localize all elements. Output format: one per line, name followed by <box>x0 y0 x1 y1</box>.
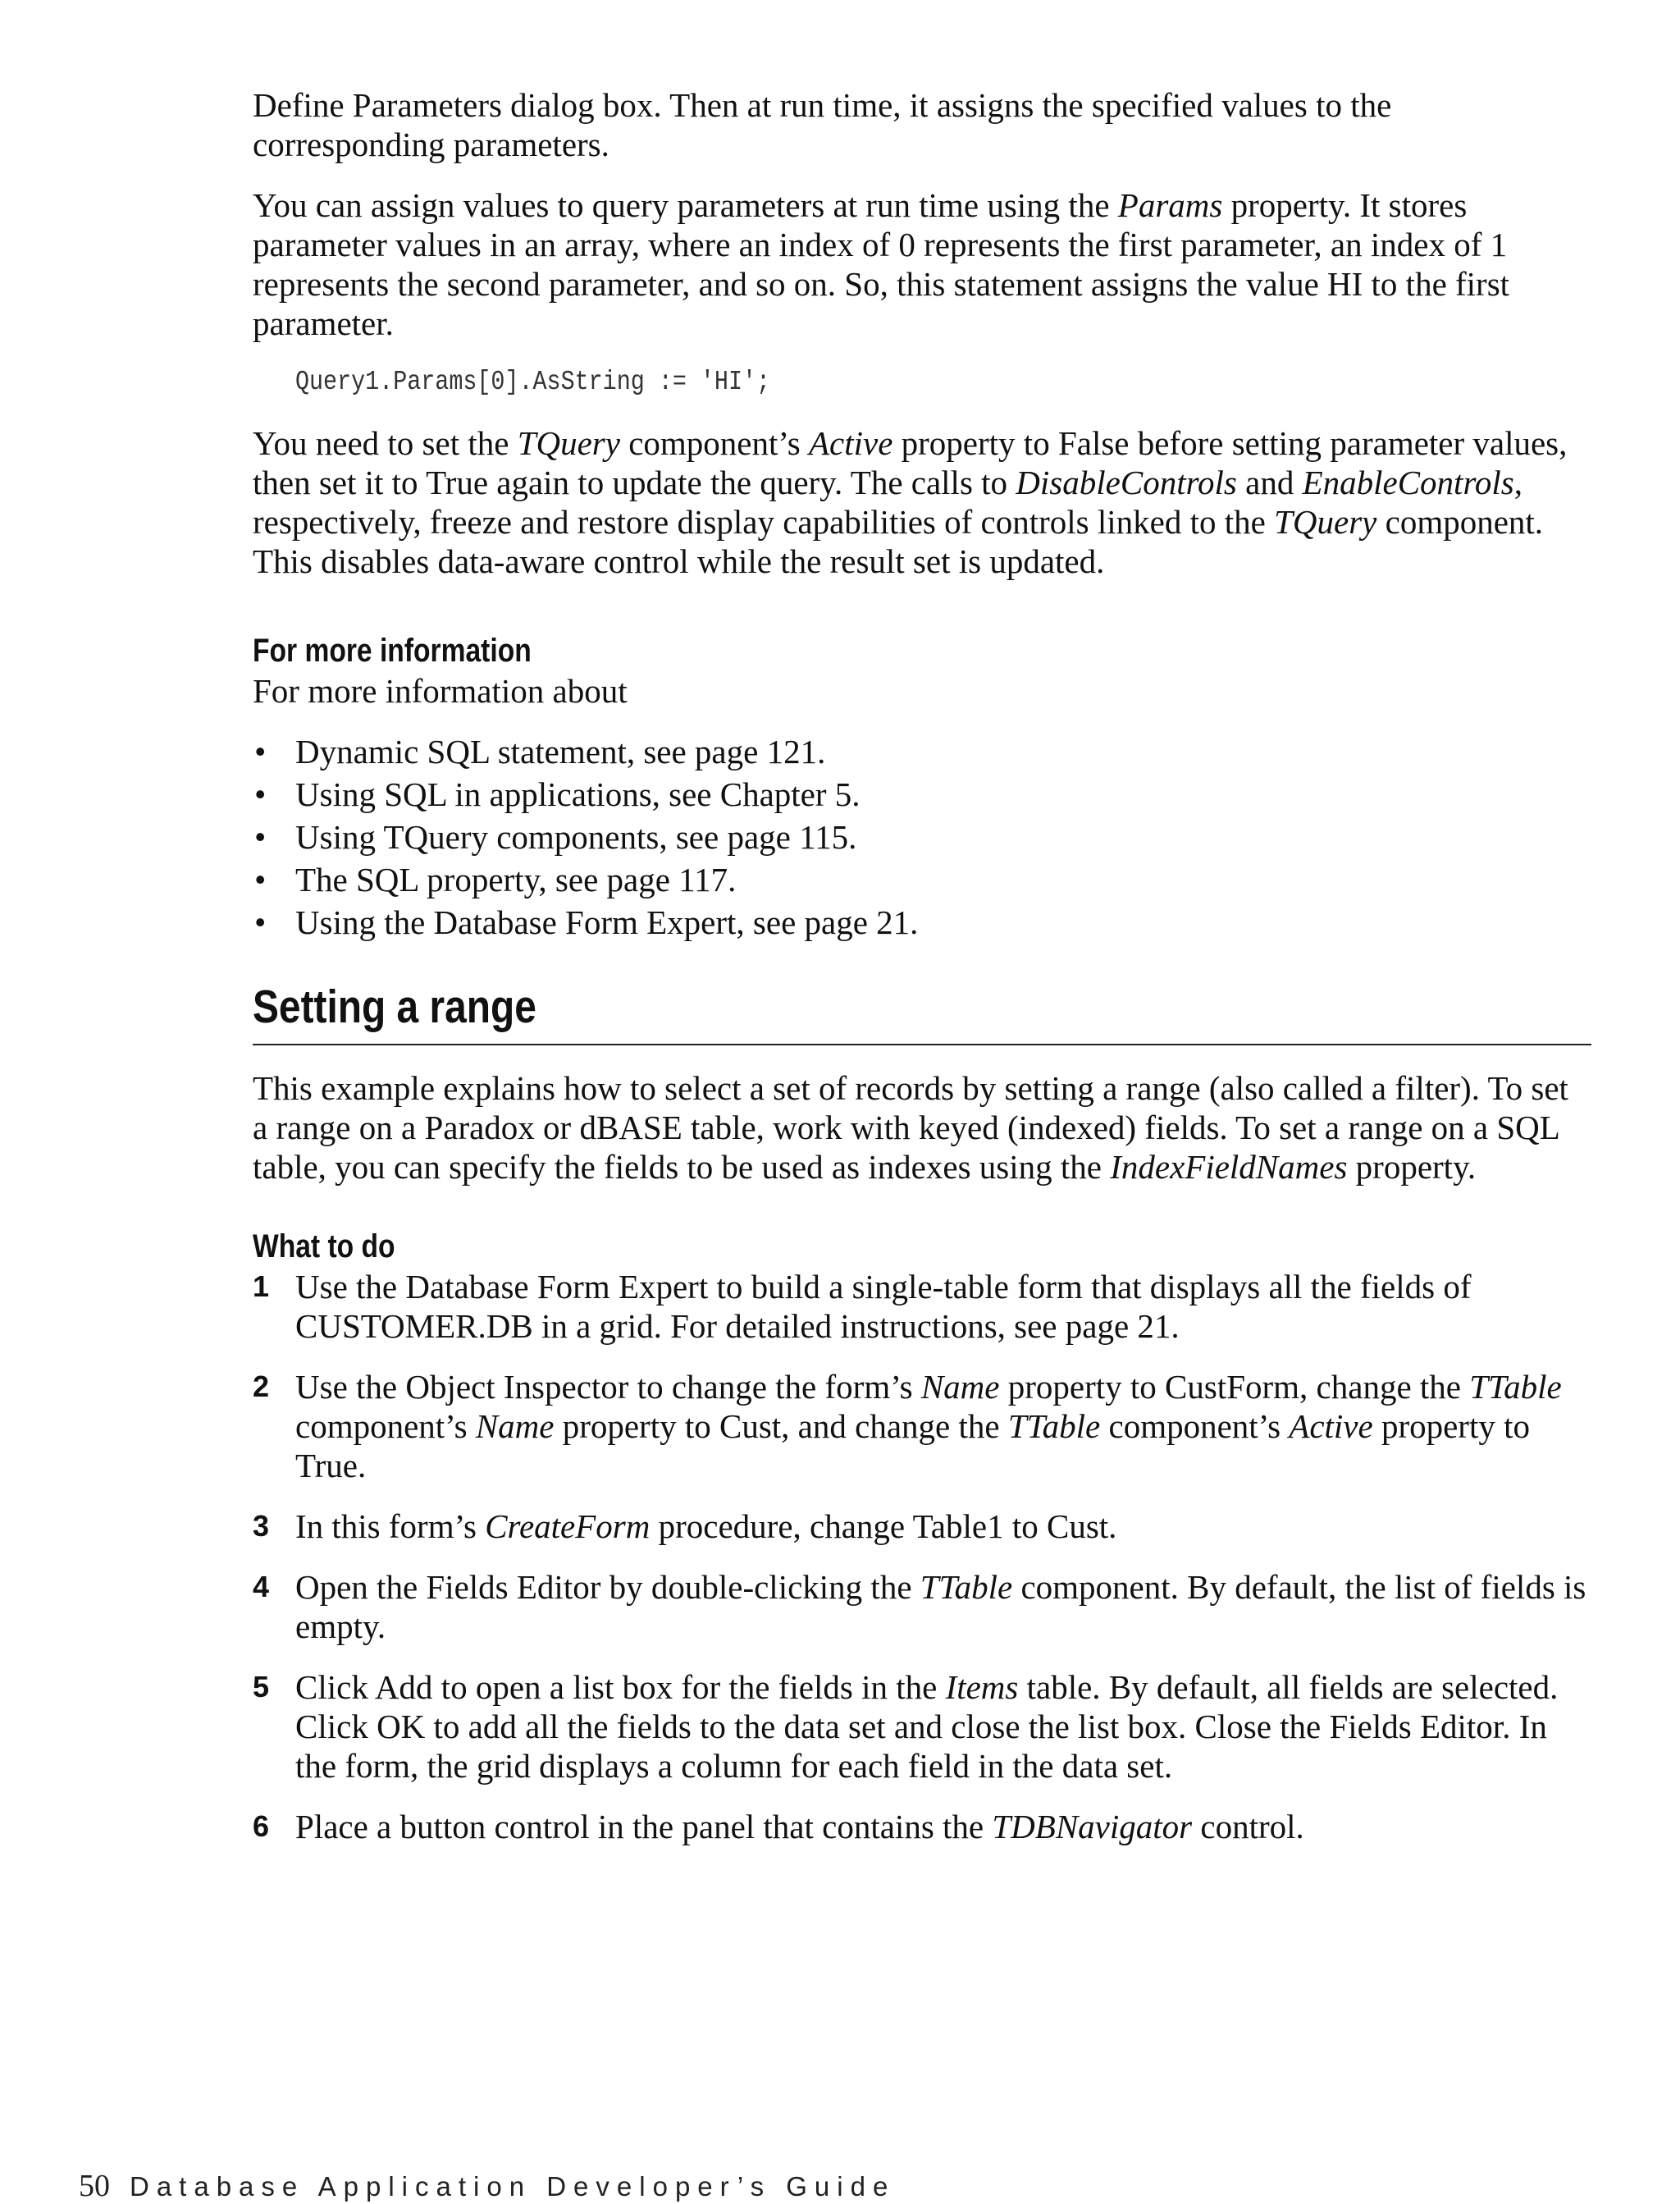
italic-term: EnableControls <box>1302 464 1514 501</box>
text-run: property. It stores parameter values in an array, where an index of 0 represents the first parameter, an index of 1 represents the second parameter, and so on. So, this statement assigns the value HI to the first parameter. <box>253 186 1510 342</box>
text-run: table. By default, all fields are selected. Click OK to add all the fields to the data set and close the list box. Close the Fields Editor. In the form, the grid displays a column for each field in the data set. <box>295 1668 1559 1785</box>
bullet-icon: • <box>254 818 267 856</box>
intro-paragraph-1: Define Parameters dialog box. Then at run time, it assigns the specified values to the corresponding parameters. <box>253 86 1392 163</box>
text-run: property. <box>1347 1148 1477 1186</box>
text-run: property to True. <box>295 1407 1530 1484</box>
italic-term: TQuery <box>517 424 620 462</box>
list-item-text: Dynamic SQL statement, see page 121. <box>295 733 826 770</box>
italic-term: Active <box>1289 1407 1373 1445</box>
book-title: Database Application Developer’s Guide <box>130 2171 896 2202</box>
step-number: 4 <box>253 1570 270 1603</box>
text-run: Open the Fields Editor by double-clicking the <box>295 1568 920 1606</box>
step-item <box>253 1807 1591 1846</box>
bullet-icon: • <box>254 775 267 813</box>
text-run: In this form’s <box>295 1507 486 1545</box>
bullet-icon: • <box>254 733 267 770</box>
text-run: Use the Object Inspector to change the form’s <box>295 1368 921 1406</box>
what-to-do-heading: What to do <box>253 1228 395 1264</box>
italic-term: Name <box>475 1407 555 1445</box>
bullet-icon: • <box>254 861 267 899</box>
italic-term: TTable <box>1007 1407 1101 1445</box>
text-run: component. By default, the list of fields is empty. <box>295 1568 1586 1645</box>
text-run: component. This disables data-aware control while the result set is updated. <box>253 503 1544 580</box>
text-run: This example explains how to select a set of records by setting a range (also called a filter). To set a range on a Paradox or dBASE table, work with keyed (indexed) fields. To set a range on a SQL table, you can specify the fields to be used as indexes using the <box>253 1069 1568 1186</box>
list-item-text: Using SQL in applications, see Chapter 5. <box>295 775 861 813</box>
italic-term: DisableControls <box>1016 464 1237 501</box>
italic-term: TTable <box>920 1568 1013 1606</box>
step-item <box>253 1567 1591 1646</box>
step-number: 6 <box>253 1809 270 1843</box>
italic-term: TQuery <box>1274 503 1377 541</box>
step-item <box>253 1667 1591 1786</box>
page-footer <box>79 2168 895 2204</box>
list-item-text: Using the Database Form Expert, see page 21. <box>295 903 919 941</box>
list-item-text: Using TQuery components, see page 115. <box>295 818 857 856</box>
more-info-heading: For more information <box>253 633 532 669</box>
section-divider <box>253 1044 1591 1045</box>
range-paragraph <box>253 1068 1591 1187</box>
list-item <box>253 816 1591 858</box>
list-item-text: The SQL property, see page 117. <box>295 861 737 899</box>
text-run: component’s <box>295 1407 476 1445</box>
text-run: , respectively, freeze and restore display capabilities of controls linked to the <box>253 464 1522 541</box>
step-item <box>253 1267 1591 1346</box>
intro-paragraph-3 <box>253 423 1591 581</box>
italic-term: Name <box>920 1368 1000 1406</box>
step-number: 3 <box>253 1509 270 1543</box>
more-info-list <box>253 730 1591 944</box>
text-run: property to Cust, and change the <box>554 1407 1008 1445</box>
italic-term: IndexFieldNames <box>1110 1148 1348 1186</box>
document-page <box>253 85 1591 1868</box>
steps-list <box>253 1267 1591 1846</box>
more-info-lead: For more information about <box>253 672 628 710</box>
section-heading: Setting a range <box>253 981 536 1033</box>
step-number: 1 <box>253 1269 270 1303</box>
step-number: 5 <box>253 1670 270 1703</box>
text-run: property to False before setting parameter values, then set it to True again to update the query. The calls to <box>253 424 1568 501</box>
text-run: component’s <box>1100 1407 1290 1445</box>
text-run: and <box>1236 464 1303 501</box>
text-run: component’s <box>619 424 809 462</box>
text-run: Place a button control in the panel that contains the <box>295 1808 993 1845</box>
italic-term: Active <box>808 424 893 462</box>
text-run: procedure, change Table1 to Cust. <box>650 1507 1117 1545</box>
list-item <box>253 730 1591 773</box>
italic-term: Params <box>1117 186 1223 224</box>
italic-term: TDBNavigator <box>992 1808 1193 1845</box>
text-run: Use the Database Form Expert to build a single-table form that displays all the fields of CUSTOMER.DB in a grid. For detailed instructions, see page 21. <box>295 1268 1472 1345</box>
text-run: Click Add to open a list box for the fields in the <box>295 1668 946 1706</box>
code-sample: Query1.Params[0].AsString := 'HI'; <box>295 367 771 397</box>
italic-term: TTable <box>1469 1368 1562 1406</box>
step-number: 2 <box>253 1369 270 1403</box>
list-item <box>253 901 1591 944</box>
list-item <box>253 858 1591 901</box>
text-run: control. <box>1192 1808 1304 1845</box>
step-item <box>253 1367 1591 1485</box>
list-item <box>253 773 1591 816</box>
step-item <box>253 1507 1591 1546</box>
text-run: property to CustForm, change the <box>999 1368 1470 1406</box>
intro-paragraph-2 <box>253 185 1591 343</box>
text-run: You need to set the <box>253 424 518 462</box>
italic-term: Items <box>945 1668 1019 1706</box>
text-run: You can assign values to query parameters at run time using the <box>253 186 1118 224</box>
page-number: 50 <box>79 2169 110 2203</box>
bullet-icon: • <box>254 903 267 941</box>
italic-term: CreateForm <box>485 1507 651 1545</box>
